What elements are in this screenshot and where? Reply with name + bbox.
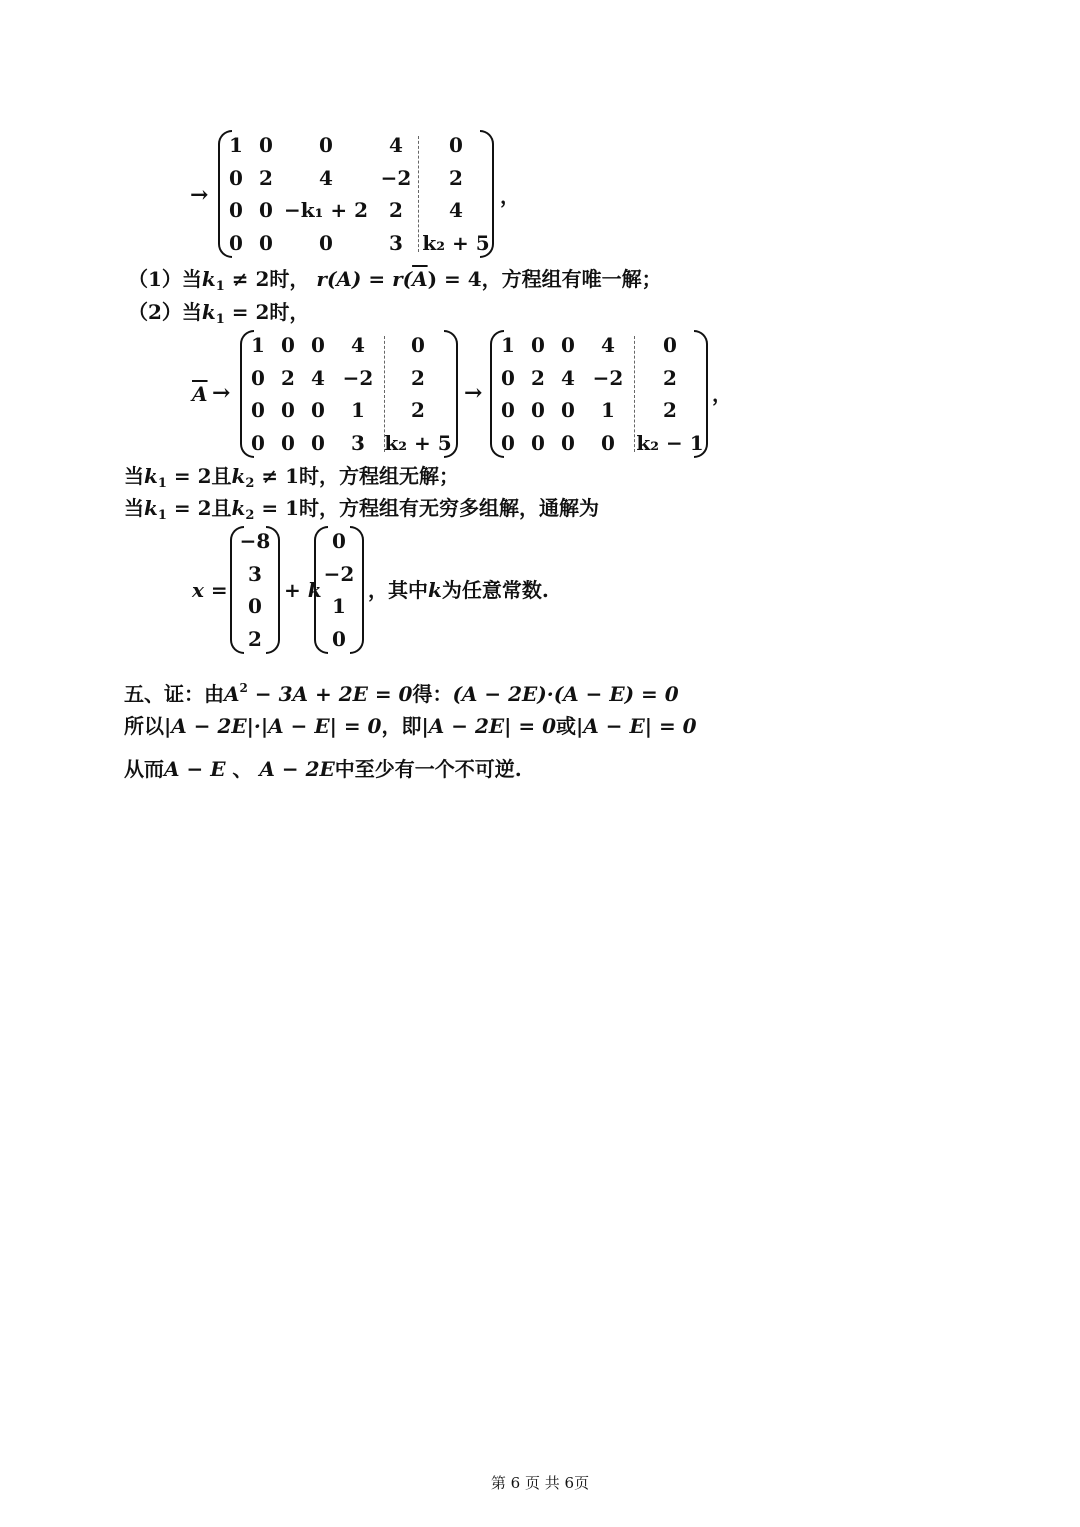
- proof-line-2: 所以|A − 2E|·|A − E| = 0，即|A − 2E| = 0或|A − E| = 0: [124, 714, 697, 738]
- matrix-cell: 0: [251, 431, 265, 455]
- matrix-cell: 0: [561, 333, 575, 357]
- matrix-cell: 0: [561, 431, 575, 455]
- matrix-cell: 0: [281, 333, 295, 357]
- matrix-cell: 0: [281, 398, 295, 422]
- case-2-prefix: （2）当: [128, 300, 202, 324]
- matrix-cell: 0: [229, 198, 243, 222]
- matrix-cell: 1: [601, 398, 615, 422]
- matrix-cell: 4: [561, 366, 575, 390]
- matrix-cell: 3: [248, 562, 262, 586]
- matrix-cell: 0: [332, 627, 346, 651]
- rank-expression: r(A) = r(: [316, 267, 413, 291]
- a-bar-label: $\overline{A}$: [192, 382, 208, 406]
- transform-arrow: →: [212, 380, 231, 406]
- matrix-cell: 1: [351, 398, 365, 422]
- matrix-cell: 2: [411, 398, 425, 422]
- matrix-cell: 0: [281, 431, 295, 455]
- trailing-comma: ，: [712, 382, 732, 406]
- matrix-cell: 3: [389, 231, 403, 255]
- right-paren: [350, 526, 364, 654]
- matrix-cell: 2: [389, 198, 403, 222]
- matrix-cell: 1: [229, 133, 243, 157]
- matrix-cell: 0: [319, 231, 333, 255]
- matrix-cell: 0: [311, 398, 325, 422]
- augment-divider: [418, 136, 419, 252]
- solution-tail: ，其中k为任意常数.: [368, 578, 549, 602]
- matrix-cell: 0: [411, 333, 425, 357]
- augmented-a: $\overline{A}$: [412, 267, 428, 291]
- matrix-cell: 0: [319, 133, 333, 157]
- matrix-cell: −k₁ + 2: [284, 198, 368, 222]
- matrix-cell: 2: [248, 627, 262, 651]
- plus-k: + k: [284, 578, 322, 602]
- transform-arrow: →: [464, 380, 483, 406]
- sub-1: 1: [215, 312, 225, 327]
- matrix-cell: 4: [311, 366, 325, 390]
- var-k1: k: [201, 267, 216, 291]
- matrix-cell: −2: [342, 366, 374, 390]
- matrix-cell: −8: [239, 529, 271, 553]
- matrix-cell: 1: [501, 333, 515, 357]
- infinite-solution-line: 当$k_1 = 2$且$k_2 = 1$时，方程组有无穷多组解，通解为: [124, 496, 600, 523]
- var-k1: k: [201, 300, 216, 324]
- augment-divider: [634, 336, 635, 452]
- matrix-cell: 0: [332, 529, 346, 553]
- proof-line-3: 从而A − E 、 A − 2E中至少有一个不可逆.: [124, 757, 522, 781]
- matrix-cell: k₂ − 1: [636, 431, 704, 455]
- proof-line-1: 五、证：由$A^2 - 3A + 2E = 0$得：(A − 2E)·(A − E) = 0: [124, 681, 679, 706]
- matrix-cell: 0: [259, 198, 273, 222]
- matrix-cell: 4: [449, 198, 463, 222]
- matrix-cell: 4: [351, 333, 365, 357]
- matrix-cell: 4: [319, 166, 333, 190]
- matrix-cell: −2: [380, 166, 412, 190]
- matrix-cell: 2: [411, 366, 425, 390]
- matrix-cell: 2: [531, 366, 545, 390]
- augmented-matrix-3: [490, 330, 708, 458]
- matrix-cell: 0: [531, 333, 545, 357]
- matrix-cell: 1: [251, 333, 265, 357]
- matrix-cell: 3: [351, 431, 365, 455]
- particular-solution-vector: [230, 526, 280, 654]
- matrix-cell: 1: [332, 594, 346, 618]
- trailing-comma: ，: [500, 184, 520, 208]
- matrix-cell: 4: [601, 333, 615, 357]
- case-2-line: [128, 298, 309, 334]
- sub-1: 1: [215, 279, 225, 294]
- transform-arrow: →: [190, 182, 209, 208]
- matrix-cell: 0: [501, 398, 515, 422]
- matrix-cell: 2: [663, 398, 677, 422]
- case-1-condition: ≠ 2时，: [224, 267, 310, 291]
- basis-solution-vector: [314, 526, 364, 654]
- rank-value: ) = 4: [427, 267, 482, 291]
- matrix-cell: 0: [311, 431, 325, 455]
- matrix-cell: 0: [663, 333, 677, 357]
- matrix-cell: 2: [259, 166, 273, 190]
- augmented-matrix-2: [240, 330, 458, 458]
- matrix-cell: −2: [323, 562, 355, 586]
- matrix-cell: 0: [251, 398, 265, 422]
- matrix-cell: 0: [251, 366, 265, 390]
- matrix-cell: 0: [501, 431, 515, 455]
- matrix-cell: 0: [531, 431, 545, 455]
- matrix-cell: 0: [259, 133, 273, 157]
- matrix-cell: 0: [501, 366, 515, 390]
- matrix-cell: 0: [229, 231, 243, 255]
- matrix-cell: 0: [248, 594, 262, 618]
- matrix-cell: 0: [561, 398, 575, 422]
- left-paren: [314, 526, 328, 654]
- case-2-condition: = 2时，: [224, 300, 310, 324]
- matrix-cell: 2: [281, 366, 295, 390]
- page-footer: 第 6 页 共 6页: [490, 1474, 590, 1492]
- matrix-cell: 0: [531, 398, 545, 422]
- case-1-line: [128, 265, 662, 301]
- matrix-cell: k₂ + 5: [384, 431, 452, 455]
- case-1-prefix: （1）当: [128, 267, 202, 291]
- matrix-cell: k₂ + 5: [422, 231, 490, 255]
- matrix-cell: 2: [449, 166, 463, 190]
- matrix-cell: 2: [663, 366, 677, 390]
- matrix-cell: 0: [449, 133, 463, 157]
- matrix-cell: −2: [592, 366, 624, 390]
- x-equals: x =: [192, 578, 228, 602]
- matrix-cell: 0: [601, 431, 615, 455]
- case-1-conclusion: ，方程组有唯一解；: [481, 267, 662, 291]
- matrix-cell: 4: [389, 133, 403, 157]
- matrix-cell: 0: [259, 231, 273, 255]
- augmented-matrix-1: [218, 130, 494, 258]
- matrix-cell: 0: [229, 166, 243, 190]
- matrix-cell: 0: [311, 333, 325, 357]
- no-solution-line: 当$k_1 = 2$且$k_2 \ne 1$时，方程组无解；: [124, 464, 460, 491]
